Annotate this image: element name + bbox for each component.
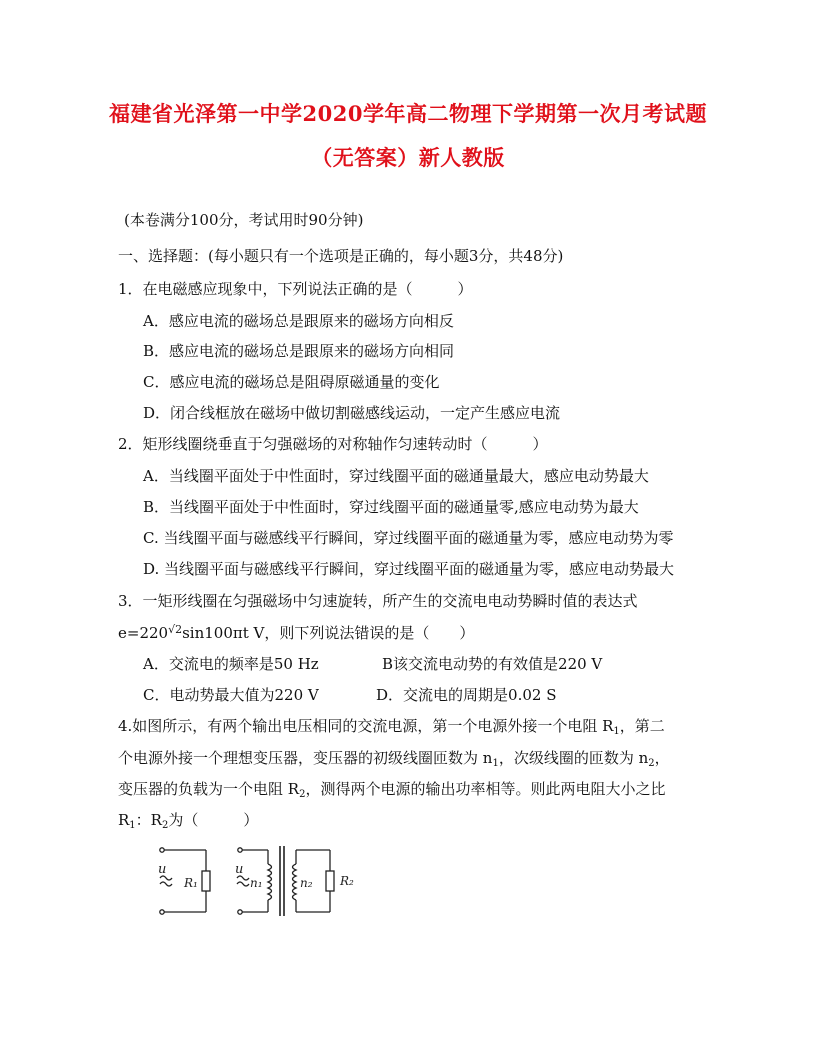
title-line-2: （无答案）新人教版: [311, 145, 505, 170]
r1-label: R₁: [184, 876, 198, 890]
q4-l1-tail: ，第二: [619, 717, 665, 735]
title-line-1: 福建省光泽第一中学2020学年高二物理下学期第一次月考试题: [109, 101, 707, 126]
q4-l2-sub2: 2: [648, 758, 655, 769]
question-1-option-d: D．闭合线框放在磁场中做切割磁感线运动，一定产生感应电流: [143, 404, 561, 422]
question-4-line-2: [118, 748, 670, 768]
q4-l1-text: 4.如图所示，有两个输出电压相同的交流电源，第一个电源外接一个电阻 R: [118, 717, 614, 735]
q4-l3-text: 变压器的负载为一个电阻 R: [118, 780, 300, 798]
primary-coil: [268, 864, 272, 900]
question-1-option-b: B．感应电流的磁场总是跟原来的磁场方向相同: [143, 342, 455, 360]
question-1-option-c: C．感应电流的磁场总是阻碍原磁通量的变化: [143, 373, 440, 391]
q4-l4-colon: ：R: [135, 811, 162, 829]
question-1-option-a: A．感应电流的磁场总是跟原来的磁场方向相反: [143, 312, 454, 330]
question-3-option-d: D．交流电的周期是0.02 S: [376, 686, 557, 704]
source-1-u-label: u: [158, 862, 167, 877]
expr-e: e=220: [118, 624, 169, 642]
resistor-r2: [326, 871, 334, 891]
expr-sin: sin100: [182, 624, 233, 642]
q4-l4-r: R: [118, 811, 130, 829]
secondary-coil: [293, 864, 297, 900]
sqrt-2: √2: [168, 623, 183, 636]
question-3-option-a: A．交流电的频率是50 Hz: [143, 655, 319, 673]
q4-l4-sub1: 1: [129, 820, 136, 831]
question-3-expression: [118, 623, 474, 645]
question-2-option-c: C. 当线圈平面与磁感线平行瞬间，穿过线圈平面的磁通量为零，感应电动势为零: [143, 529, 674, 547]
question-3-option-c: C．电动势最大值为220 V: [143, 686, 319, 704]
section-heading: 一、选择题：(每小题只有一个选项是正确的，每小题3分，共48分): [118, 247, 564, 265]
pi-symbol: π: [232, 624, 243, 642]
question-2-stem: 2．矩形线圈绕垂直于匀强磁场的对称轴作匀速转动时（ ）: [118, 435, 548, 453]
q4-l3-tail: ，测得两个电源的输出功率相等。则此两电阻大小之比: [305, 780, 666, 798]
n2-label: n₂: [300, 876, 313, 890]
expr-tail: t V，则下列说法错误的是（ ）: [242, 624, 475, 642]
question-3-stem: 3．一矩形线圈在匀强磁场中匀速旋转，所产生的交流电电动势瞬时值的表达式: [118, 592, 638, 610]
q4-l3-sub: 2: [299, 789, 306, 800]
q4-l4-sub2: 2: [161, 820, 169, 831]
circuit-figure: [150, 840, 370, 920]
exam-info: (本卷满分100分，考试用时90分钟): [124, 211, 364, 229]
question-4-line-3: [118, 779, 665, 799]
source-2-u-label: u: [235, 862, 244, 877]
r2-label: R₂: [340, 874, 354, 888]
question-2-option-a: A．当线圈平面处于中性面时，穿过线圈平面的磁通量最大，感应电动势最大: [143, 467, 649, 485]
question-4-line-4: [118, 810, 258, 830]
q4-l2-tail: ，: [654, 749, 670, 767]
question-2-option-b: B．当线圈平面处于中性面时，穿过线圈平面的磁通量零,感应电动势为最大: [143, 498, 639, 516]
q4-l2-text: 个电源外接一个理想变压器，变压器的初级线圈匝数为 n: [118, 749, 493, 767]
q4-l1-sub: 1: [613, 726, 620, 737]
resistor-r1: [202, 871, 210, 891]
n1-label: n₁: [250, 876, 263, 890]
q4-l2-sub1: 1: [492, 758, 499, 769]
question-4-line-1: [118, 716, 665, 736]
question-1-stem: 1．在电磁感应现象中，下列说法正确的是（ ）: [118, 280, 473, 298]
question-3-option-b: B该交流电动势的有效值是220 V: [382, 655, 603, 673]
question-2-option-d: D. 当线圈平面与磁感线平行瞬间，穿过线圈平面的磁通量为零，感应电动势最大: [143, 560, 675, 578]
q4-l2-mid: ，次级线圈的匝数为 n: [498, 749, 649, 767]
q4-l4-tail: 为（ ）: [168, 811, 259, 829]
